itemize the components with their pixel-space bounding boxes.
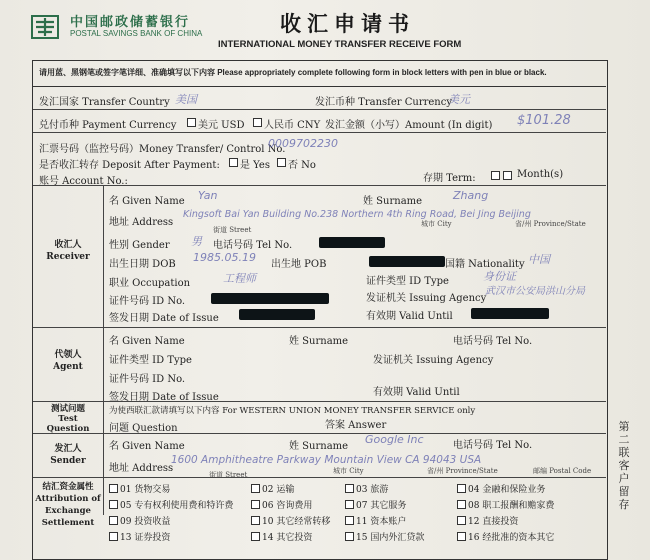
- sender-section-label: [37, 443, 99, 467]
- settlement-option-label: 05 专有权利使用费和特许费: [120, 501, 234, 511]
- receiver-dob-value[interactable]: 1985.05.19: [193, 251, 256, 264]
- settlement-checkbox[interactable]: [109, 516, 118, 525]
- receiver-given-name-label: 名 Given Name: [109, 196, 185, 207]
- settlement-checkbox[interactable]: [251, 484, 260, 493]
- settlement-checkbox[interactable]: [109, 500, 118, 509]
- payment-currency-label: 兑付币种 Payment Currency: [39, 120, 177, 131]
- receiver-id-no-label: 证件号码 ID No.: [109, 296, 186, 307]
- deposit-no-checkbox[interactable]: [277, 158, 286, 167]
- settlement-option-label: 03 旅游: [356, 485, 389, 495]
- question-section-cn: 测试问题: [50, 404, 85, 414]
- sender-given-name-label: 名 Given Name: [109, 441, 185, 452]
- bank-name-en: POSTAL SAVINGS BANK OF CHINA: [70, 29, 203, 38]
- copy-side-label: 第二联 客户留存: [618, 420, 630, 511]
- receiver-dob-label: 出生日期 DOB: [109, 259, 176, 270]
- deposit-label: 是否收汇转存 Deposit After Payment:: [39, 160, 220, 171]
- settlement-checkbox[interactable]: [345, 532, 354, 541]
- settlement-checkbox[interactable]: [109, 532, 118, 541]
- sender-city-hint: 城市 City: [333, 467, 364, 475]
- redacted-block: [369, 256, 445, 267]
- settlement-checkbox[interactable]: [251, 532, 260, 541]
- usd-option-label: 美元 USD: [198, 120, 245, 131]
- settlement-checkbox[interactable]: [109, 484, 118, 493]
- receiver-section-cn: 收汇人: [54, 240, 82, 250]
- settlement-checkbox[interactable]: [457, 532, 466, 541]
- sender-surname-label: 姓 Surname: [289, 441, 349, 452]
- settlement-option-label: 10 其它经常转移: [262, 517, 331, 527]
- receiver-id-type-label: 证件类型 ID Type: [366, 276, 449, 287]
- settlement-option-label: 13 证券投资: [120, 533, 171, 543]
- deposit-yes-checkbox[interactable]: [229, 158, 238, 167]
- settlement-option-label: 09 投资收益: [120, 517, 171, 527]
- receiver-street-hint: 街道 Street: [213, 226, 252, 234]
- divider: [33, 327, 606, 328]
- settlement-option-label: 07 其它服务: [356, 501, 407, 511]
- instructions: 请用蓝、黑钢笔或签字笔详细、准确填写以下内容 Please appropriately complete following form in block letters with pen in blue or black.: [33, 61, 606, 87]
- bank-name-cn: 中国邮政储蓄银行: [70, 15, 191, 30]
- agent-section-label: [37, 349, 99, 373]
- agent-id-type-label: 证件类型 ID Type: [109, 355, 192, 366]
- sender-surname-value[interactable]: Google Inc: [365, 433, 424, 446]
- sender-tel-label: 电话号码 Tel No.: [453, 440, 533, 451]
- redacted-block: [211, 293, 329, 304]
- settlement-option-label: 01 货物交易: [120, 485, 171, 495]
- settlement-checkbox[interactable]: [251, 500, 260, 509]
- cny-checkbox[interactable]: [253, 118, 262, 127]
- deposit-yes-label: 是 Yes: [240, 160, 270, 171]
- question-prompt: 为使西联汇款请填写以下内容 For WESTERN UNION MONEY TRANSFER SERVICE only: [109, 406, 476, 416]
- agent-given-name-label: 名 Given Name: [109, 336, 185, 347]
- term-label: 存期 Term:: [423, 173, 476, 184]
- receiver-section-en: Receiver: [46, 252, 90, 262]
- settlement-option-label: 12 直接投资: [468, 517, 519, 527]
- divider: [33, 185, 606, 186]
- redacted-block: [239, 309, 315, 320]
- usd-checkbox[interactable]: [187, 118, 196, 127]
- mtcn-label: 汇票号码（监控号码）Money Transfer/ Control No.: [39, 144, 286, 155]
- receiver-given-name-value[interactable]: Yan: [198, 189, 218, 202]
- term-box-2[interactable]: [503, 171, 512, 180]
- sender-province-hint: 省/州 Province/State: [427, 467, 498, 475]
- receiver-surname-label: 姓 Surname: [363, 196, 423, 207]
- settlement-option-label: 06 咨询费用: [262, 501, 313, 511]
- sender-section-en: Sender: [50, 456, 86, 466]
- receiver-address-label: 地址 Address: [109, 217, 174, 228]
- receiver-issuing-value[interactable]: 武汉市公安局洪山分局: [485, 286, 585, 297]
- receiver-address-value[interactable]: Kingsoft Bai Yan Building No.238 Northern 4th Ring Road, Bei Jing Beijing: [183, 209, 531, 220]
- settlement-checkbox[interactable]: [345, 484, 354, 493]
- divider: [33, 132, 606, 133]
- settlement-checkbox[interactable]: [457, 500, 466, 509]
- cny-option-label: 人民币 CNY: [264, 120, 321, 131]
- deposit-no-label: 否 No: [288, 160, 316, 171]
- settlement-option-label: 02 运输: [262, 485, 295, 495]
- receiver-issuing-label: 发证机关 Issuing Agency: [366, 293, 487, 304]
- transfer-currency-label: 发汇币种 Transfer Currency: [315, 97, 453, 108]
- sender-section-cn: 发汇人: [54, 444, 82, 454]
- receiver-section-label: [37, 239, 99, 263]
- settlement-option-label: 08 职工报酬和赡家费: [468, 501, 555, 511]
- receiver-nationality-value[interactable]: 中国: [528, 253, 550, 266]
- agent-issue-date-label: 签发日期 Date of Issue: [109, 392, 219, 403]
- settlement-checkbox[interactable]: [251, 516, 260, 525]
- transfer-country-value[interactable]: 美国: [175, 93, 197, 106]
- divider: [33, 401, 606, 402]
- agent-surname-label: 姓 Surname: [289, 336, 349, 347]
- form-box: [32, 60, 608, 560]
- divider: [33, 433, 606, 434]
- question-label: 问题 Question: [109, 423, 178, 434]
- settlement-option-label: 16 经批准的资本其它: [468, 533, 555, 543]
- settlement-option-label: 14 其它投资: [262, 533, 313, 543]
- redacted-block: [471, 308, 549, 319]
- receiver-pob-label: 出生地 POB: [271, 259, 327, 270]
- sender-address-value[interactable]: 1600 Amphitheatre Parkway Mountain View CA 94043 USA: [171, 454, 482, 466]
- receiver-city-hint: 城市 City: [421, 220, 452, 228]
- receiver-id-type-value[interactable]: 身份证: [483, 270, 516, 283]
- settlement-section-label: [35, 481, 101, 529]
- divider: [33, 109, 606, 110]
- agent-section-en: Agent: [53, 362, 83, 372]
- form-title-en: INTERNATIONAL MONEY TRANSFER RECEIVE FORM: [218, 39, 462, 50]
- amount-value[interactable]: $101.28: [517, 113, 571, 128]
- question-section-en: Test Question: [46, 414, 90, 434]
- account-label: 账号 Account No.:: [39, 176, 128, 187]
- bank-logo-icon: [30, 14, 60, 40]
- agent-valid-label: 有效期 Valid Until: [373, 387, 460, 398]
- sender-postal-hint: 邮编 Postal Code: [533, 467, 592, 475]
- receiver-issue-date-label: 签发日期 Date of Issue: [109, 313, 219, 324]
- amount-label: 发汇金额（小写）Amount (In digit): [325, 120, 493, 131]
- agent-id-no-label: 证件号码 ID No.: [109, 374, 186, 385]
- receiver-occupation-value[interactable]: 工程师: [223, 272, 256, 285]
- answer-label: 答案 Answer: [325, 420, 387, 431]
- receiver-occupation-label: 职业 Occupation: [109, 278, 191, 289]
- settlement-option-label: 04 金融和保险业务: [468, 485, 546, 495]
- receiver-province-hint: 省/州 Province/State: [515, 220, 586, 228]
- months-label: Month(s): [517, 169, 564, 180]
- settlement-option-label: 11 资本账户: [356, 517, 407, 527]
- settlement-checkbox[interactable]: [457, 516, 466, 525]
- form-title-cn: 收汇申请书: [280, 11, 415, 36]
- settlement-checkbox[interactable]: [345, 500, 354, 509]
- receiver-tel-label: 电话号码 Tel No.: [213, 240, 293, 251]
- divider: [33, 477, 606, 478]
- settlement-section-cn: 结汇资金属性: [42, 482, 94, 492]
- receiver-nationality-label: 国籍 Nationality: [445, 259, 525, 270]
- question-section-label: [37, 404, 99, 434]
- agent-issuing-label: 发证机关 Issuing Agency: [373, 355, 494, 366]
- agent-tel-label: 电话号码 Tel No.: [453, 336, 533, 347]
- sender-street-hint: 街道 Street: [209, 471, 248, 479]
- receiver-gender-value[interactable]: 男: [191, 235, 202, 248]
- transfer-country-label: 发汇国家 Transfer Country: [39, 97, 170, 108]
- settlement-checkbox[interactable]: [345, 516, 354, 525]
- redacted-block: [319, 237, 385, 248]
- transfer-currency-value[interactable]: 美元: [448, 93, 470, 106]
- receiver-valid-label: 有效期 Valid Until: [366, 311, 453, 322]
- settlement-option-label: 15 国内外汇贷款: [356, 533, 425, 543]
- sender-address-label: 地址 Address: [109, 463, 174, 474]
- term-box-1[interactable]: [491, 171, 500, 180]
- receiver-surname-value[interactable]: Zhang: [453, 189, 489, 202]
- section-divider: [103, 185, 104, 515]
- settlement-checkbox[interactable]: [457, 484, 466, 493]
- agent-section-cn: 代领人: [54, 350, 82, 360]
- settlement-section-en: Attribution of Exchange Settlement: [35, 494, 101, 528]
- receiver-gender-label: 性别 Gender: [109, 240, 170, 251]
- mtcn-value[interactable]: 0009702230: [268, 137, 338, 150]
